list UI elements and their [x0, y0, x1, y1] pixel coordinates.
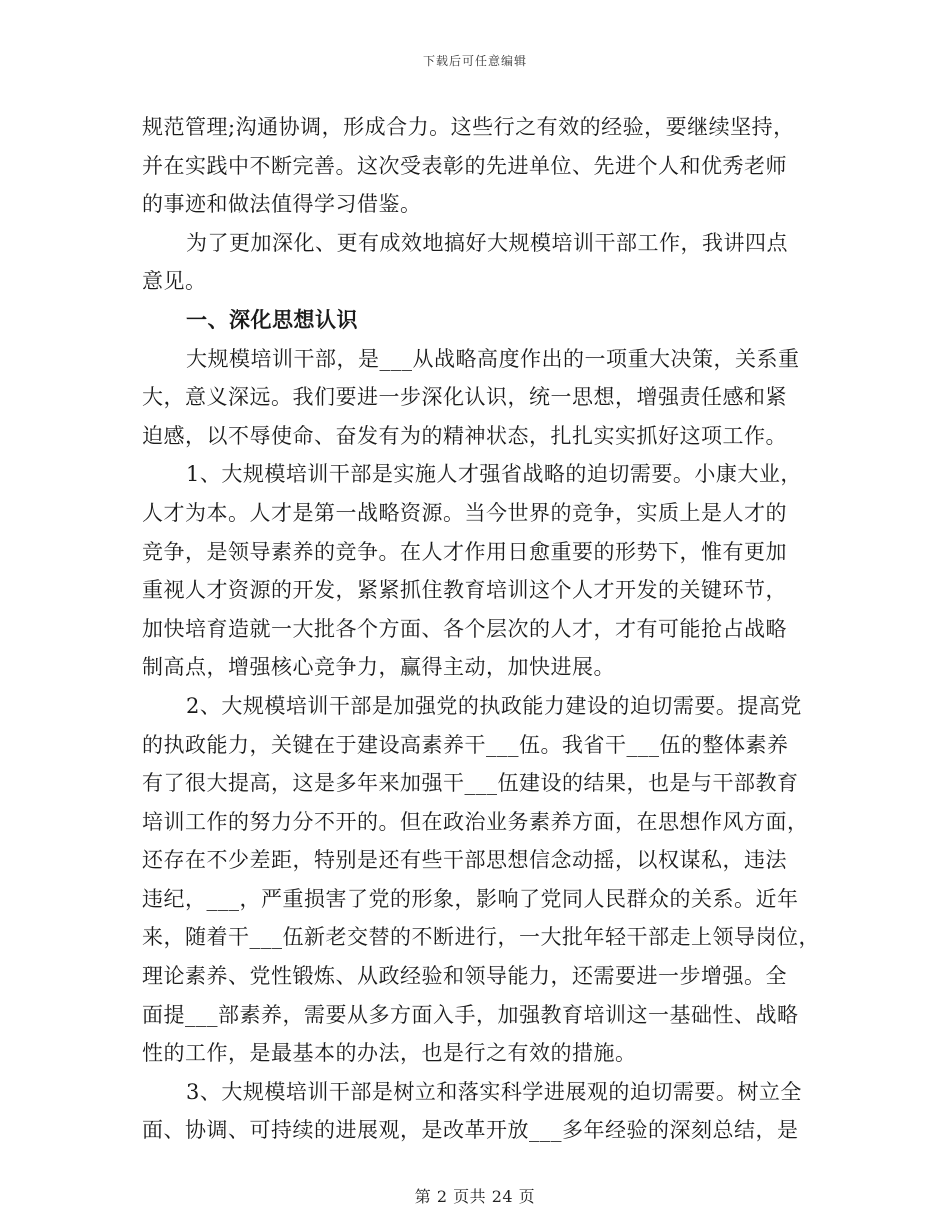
document-body — [142, 108, 820, 1150]
body-line: 性的工作，是最基本的办法，也是行之有效的措施。 — [142, 1041, 637, 1066]
body-line: 规范管理;沟通协调，形成合力。这些行之有效的经验，要继续坚持， — [142, 115, 795, 139]
paragraph-start-line: 大规模培训干部，是___从战略高度作出的一项重大决策，关系重 — [186, 346, 800, 371]
body-line: 理论素养、党性锻炼、从政经验和领导能力，还需要进一步增强。全 — [142, 964, 787, 989]
body-line: 有了很大提高，这是多年来加强干___伍建设的结果，也是与干部教育 — [142, 771, 799, 796]
paragraph-start-line: 3、大规模培训干部是树立和落实科学进展观的迫切需要。树立全 — [186, 1079, 802, 1104]
body-line: 的事迹和做法值得学习借鉴。 — [142, 192, 422, 217]
paragraph-start-line: 1、大规模培训干部是实施人才强省战略的迫切需要。小康大业， — [186, 462, 802, 487]
paragraph-start-line: 2、大规模培训干部是加强党的执政能力建设的迫切需要。提高党 — [186, 693, 802, 718]
body-line: 培训工作的努力分不开的。但在政治业务素养方面，在思想作风方面， — [142, 809, 809, 834]
body-line: 人才为本。人才是第一战略资源。当今世界的竞争，实质上是人才的 — [142, 500, 787, 525]
body-line: 面、协调、可持续的进展观，是改革开放___多年经验的深刻总结，是 — [142, 1118, 799, 1143]
body-line: 加快培育造就一大批各个方面、各个层次的人才，才有可能抢占战略 — [142, 616, 787, 641]
body-line: 并在实践中不断完善。这次受表彰的先进单位、先进个人和优秀老师 — [142, 153, 787, 178]
body-line: 制高点，增强核心竞争力，赢得主动，加快进展。 — [142, 655, 615, 680]
body-line: 迫感，以不辱使命、奋发有为的精神状态，扎扎实实抓好这项工作。 — [142, 423, 787, 448]
body-line: 还存在不少差距，特别是还有些干部思想信念动摇，以权谋私，违法 — [142, 848, 787, 873]
body-line: 的执政能力，关键在于建设高素养干___伍。我省干___伍的整体素养 — [142, 732, 789, 757]
body-line: 大，意义深远。我们要进一步深化认识，统一思想，增强责任感和紧 — [142, 385, 787, 410]
body-line: 面提___部素养，需要从多方面入手，加强教育培训这一基础性、战略 — [142, 1002, 799, 1027]
section-heading: 一、深化思想认识 — [186, 306, 358, 332]
body-line: 竞争，是领导素养的竞争。在人才作用日愈重要的形势下，惟有更加 — [142, 539, 787, 564]
body-line: 意见。 — [142, 269, 207, 294]
body-line: 来，随着干___伍新老交替的不断进行，一大批年轻干部走上领导岗位， — [142, 925, 820, 950]
page-header-note: 下载后可任意编辑 — [422, 54, 527, 68]
page-number-footer: 第 2 页共 24 页 — [414, 1187, 536, 1206]
body-line: 违纪，___，严重损害了党的形象，影响了党同人民群众的关系。近年 — [142, 886, 799, 911]
paragraph-start-line: 为了更加深化、更有成效地搞好大规模培训干部工作，我讲四点 — [186, 230, 788, 255]
body-line: 重视人才资源的开发，紧紧抓住教育培训这个人才开发的关键环节， — [142, 578, 787, 603]
